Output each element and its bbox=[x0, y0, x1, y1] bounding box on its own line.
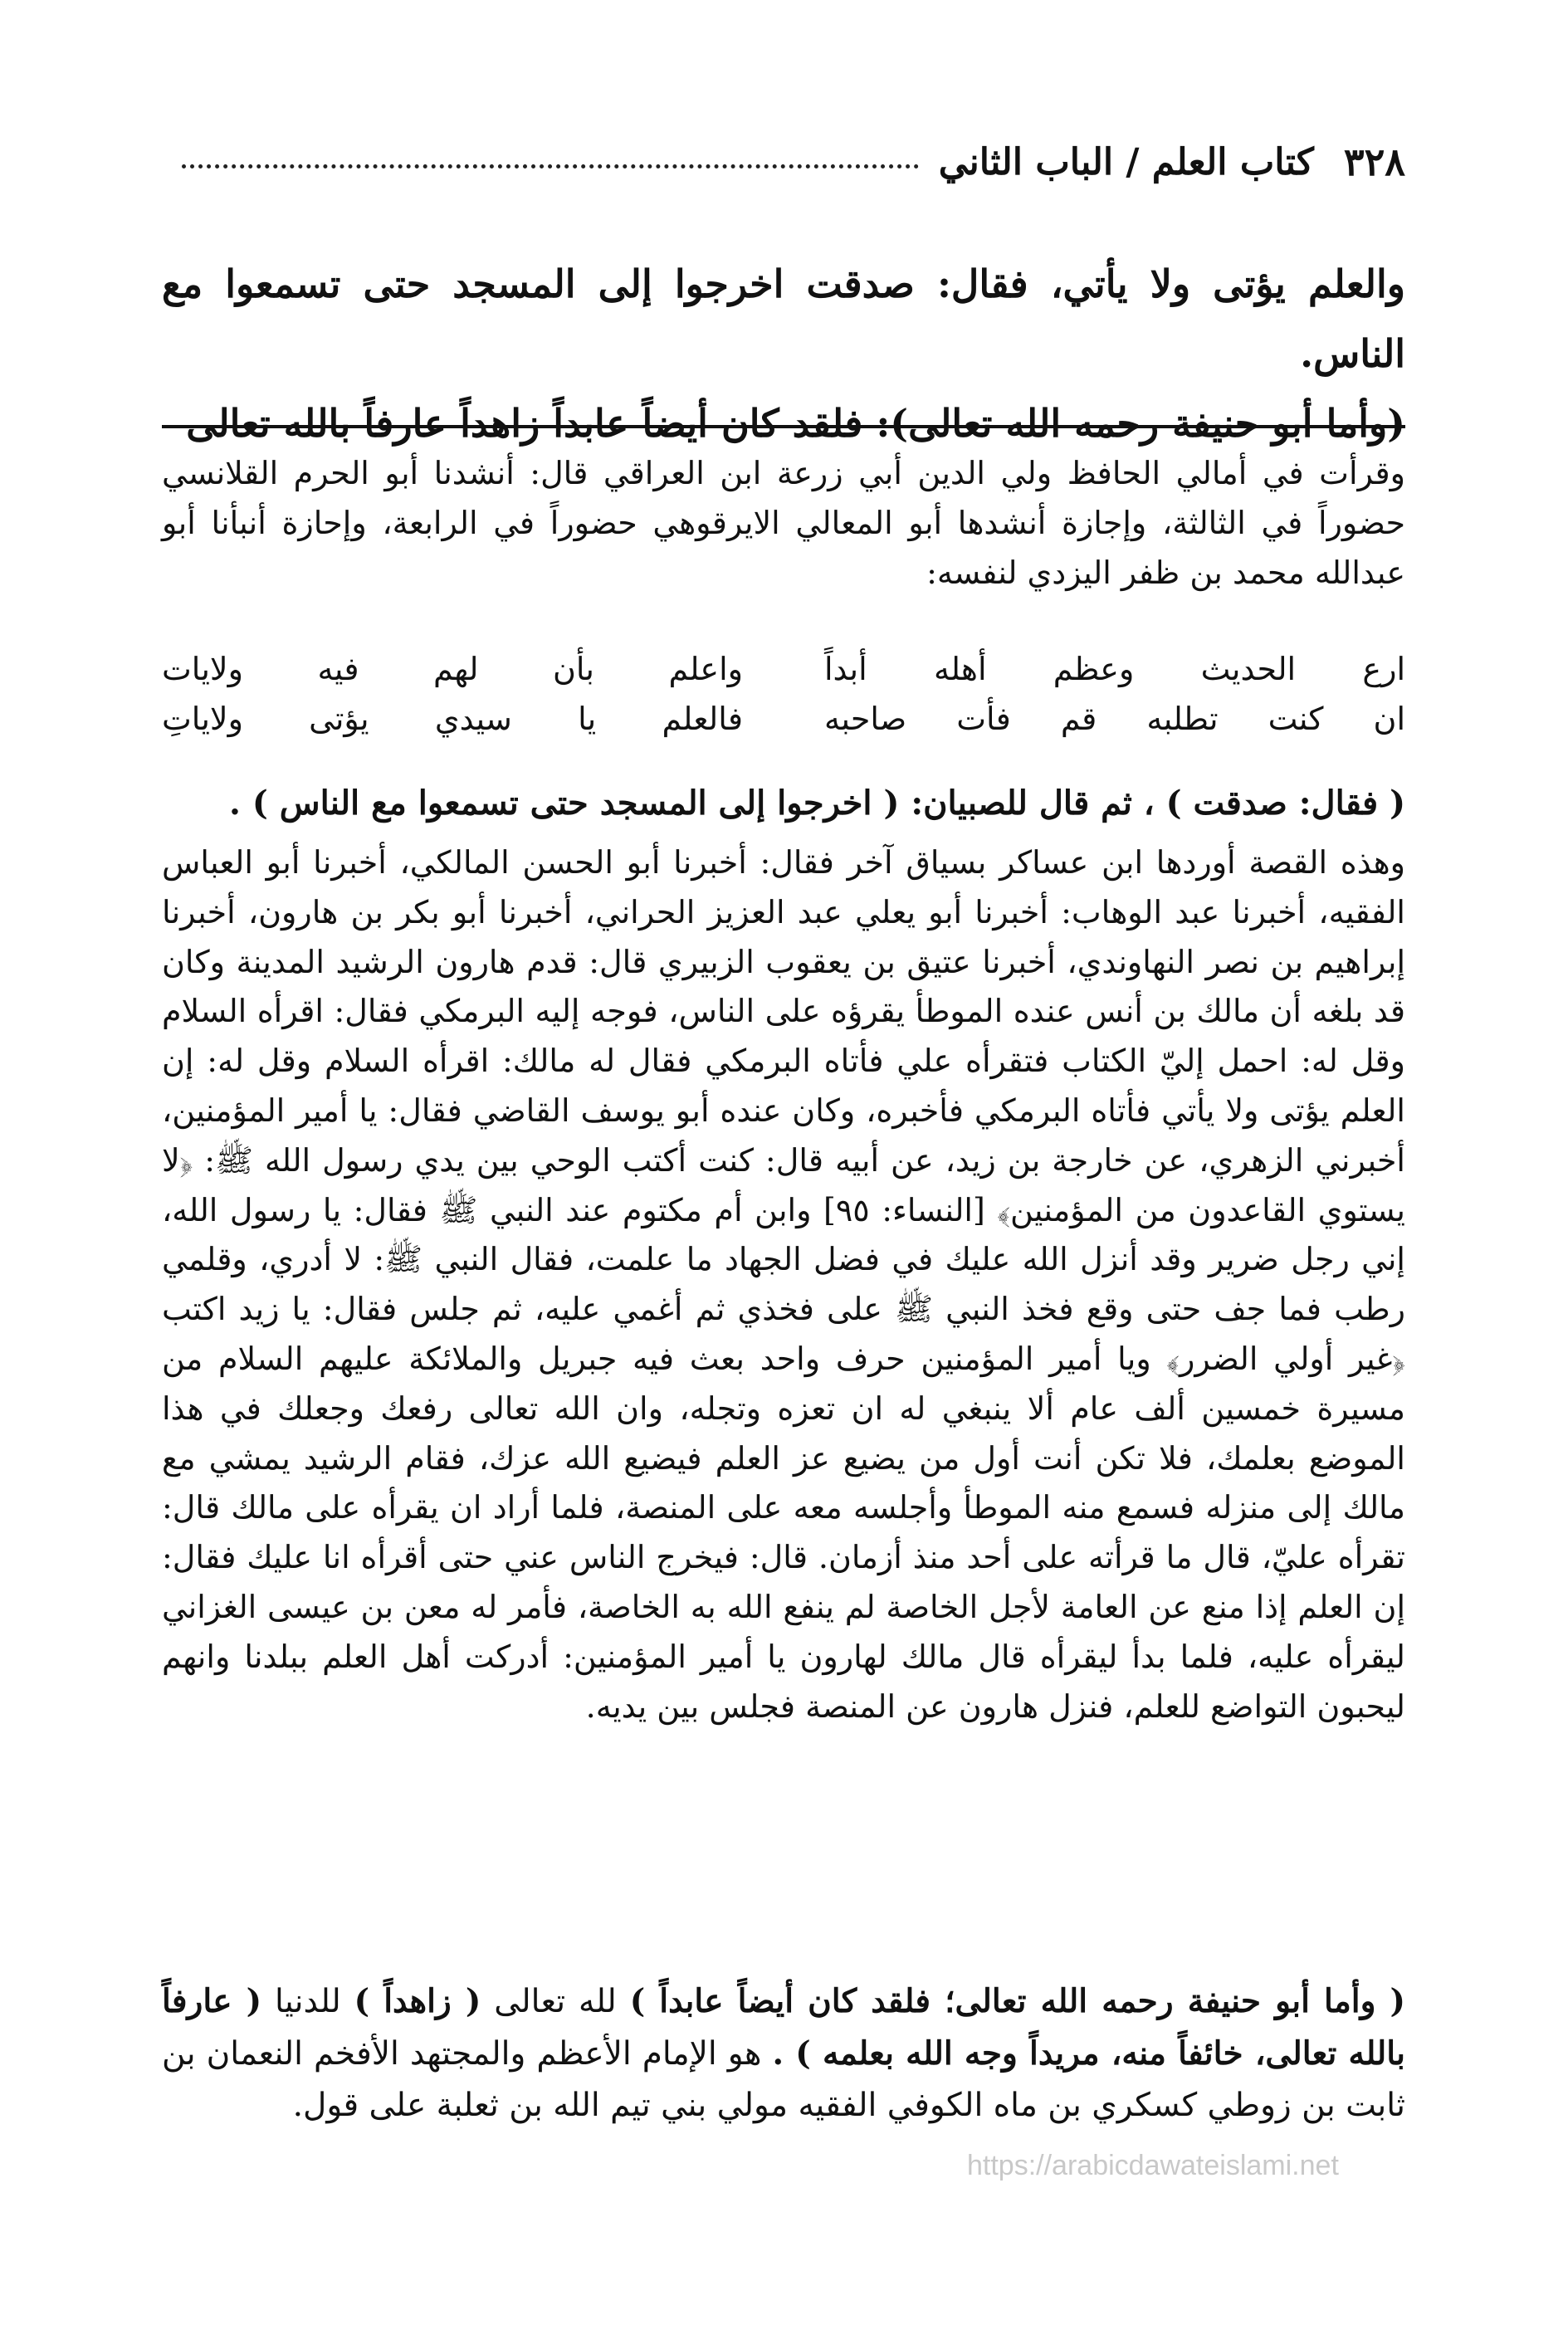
poem bbox=[162, 644, 1405, 744]
watermark: https://arabicdawateislami.net bbox=[967, 2150, 1339, 2181]
closing-quote-2: ( زاهداً ) bbox=[354, 1982, 481, 2020]
chapter-title: كتاب العلم / الباب الثاني bbox=[938, 140, 1314, 183]
page-number: ٣٢٨ bbox=[1343, 139, 1405, 184]
running-header bbox=[162, 133, 1405, 191]
story bbox=[162, 838, 1405, 1731]
main-text-line-2: (وأما أبو حنيفة رحمه الله تعالى): فلقد كان أيضاً عابداً زاهداً عارفاً بالله تعالى bbox=[186, 401, 1405, 446]
quoted-main-text: ( فقال: صدقت ) ، ثم قال للصبيان: ( اخرجوا إلى المسجد حتى تسمعوا مع الناس ) . bbox=[229, 784, 1405, 823]
closing-paragraph bbox=[162, 1975, 1405, 2132]
closing-quote-3: ( عارفاً بالله تعالى، خائفاً منه، مريداً وجه الله بعلمه ) . bbox=[162, 1982, 1405, 2073]
closing-text-1: لله تعالى bbox=[481, 1983, 630, 2020]
commentary-paragraph: وقرأت في أمالي الحافظ ولي الدين أبي زرعة ابن العراقي قال: أنشدنا أبو الحرم القلانسي حضوراً في الثالثة، وإجازة أنشدها أبو المعالي الايرقوهي حضوراً في الرابعة، وإحازة أنبأنا أبو عبدالله محمد بن ظفر اليزدي لنفسه: bbox=[162, 455, 1405, 591]
poem-verse-1 bbox=[162, 644, 1405, 694]
verse-1-first-half: ارع الحديث وعظم أهله أبداً bbox=[824, 651, 1405, 687]
header-dotted-leader bbox=[182, 164, 919, 168]
verse-1-second-half: واعلم بأن لهم فيه ولايات bbox=[162, 651, 743, 687]
commentary bbox=[162, 448, 1405, 598]
closing-quote-1: ( وأما أبو حنيفة رحمه الله تعالى؛ فلقد كان أيضاً عابداً ) bbox=[629, 1982, 1405, 2020]
verse-2-second-half: فالعلم يا سيدي يؤتى ولاياتِ bbox=[162, 701, 743, 737]
closing-commentary bbox=[162, 1975, 1405, 2132]
story-paragraph: وهذه القصة أوردها ابن عساكر بسياق آخر فقال: أخبرنا أبو الحسن المالكي، أخبرنا أبو العباس الفقيه، أخبرنا عبد الوهاب: أخبرنا أبو يعلي عبد العزيز الحراني، أخبرنا أبو بكر بن هارون، أخبرنا إبراهيم بن نصر النهاوندي، أخبرنا عتيق بن يعقوب الزبيري قال: قدم هارون الرشيد المدينة وكان قد بلغه أن مالك بن أنس عنده الموطأ يقرؤه على الناس، فوجه إليه البرمكي فقال: اقرأه السلام وقل له: احمل إليّ الكتاب فتقرأه علي فأتاه البرمكي فقال له مالك: اقرأه السلام وقل له: إن العلم يؤتى ولا يأتي فأتاه البرمكي فأخبره، وكان عنده أبو يوسف القاضي فقال: يا أمير المؤمنين، أخبرني الزهري، عن خارجة بن زيد، عن أبيه قال: كنت أكتب الوحي بين يدي رسول الله ﷺ: ﴿لا يستوي القاعدون من المؤمنين﴾ [النساء: ٩٥] وابن أم مكتوم عند النبي ﷺ فقال: يا رسول الله، إني رجل ضرير وقد أنزل الله عليك في فضل الجهاد ما علمت، فقال النبي ﷺ: لا أدري، وقلمي رطب فما جف حتى وقع فخذ النبي ﷺ على فخذي ثم أغمي عليه، ثم جلس فقال: يا زيد اكتب ﴿غير أولي الضرر﴾ ويا أمير المؤمنين حرف واحد بعث فيه جبريل والملائكة عليهم السلام من مسيرة خمسين ألف عام ألا ينبغي له ان تعزه وتجله، وان الله تعالى رفعك وجعلك في هذا الموضع بعلمك، فلا تكن أنت أول من يضيع عز العلم فيضيع الله عزك، فقام الرشيد يمشي مع مالك إلى منزله فسمع منه الموطأ وأجلسه معه على المنصة، فلما أراد ان يقرأه على مالك قال: تقرأه عليّ، قال ما قرأته على أحد منذ أزمان. قال: فيخرج الناس عني حتى أقرأه انا عليك فقال: إن العلم إذا منع عن العامة لأجل الخاصة لم ينفع الله به الخاصة، فأمر له معن بن عيسى الغزاني ليقرأه عليه، فلما بدأ ليقرأه قال مالك لهارون يا أمير المؤمنين: أدركت أهل العلم ببلدنا وانهم ليحبون التواضع للعلم، فنزل هارون عن المنصة فجلس بين يديه. bbox=[162, 844, 1405, 1725]
closing-text-2: للدنيا bbox=[261, 1983, 354, 2020]
main-text-line-1: والعلم يؤتى ولا يأتي، فقال: صدقت اخرجوا إلى المسجد حتى تسمعوا مع الناس. bbox=[162, 261, 1405, 376]
closing-text-3: هو الإمام الأعظم والمجتهد الأفخم النعمان بن ثابت بن زوطي كسكري بن ماه الكوفي الفقيه مولي بني تيم الله بن ثعلبة على قول. bbox=[162, 2035, 1405, 2124]
verse-2-first-half: ان كنت تطلبه قم فأت صاحبه bbox=[824, 701, 1405, 737]
poem-verse-2 bbox=[162, 694, 1405, 744]
section-divider bbox=[162, 425, 1405, 428]
